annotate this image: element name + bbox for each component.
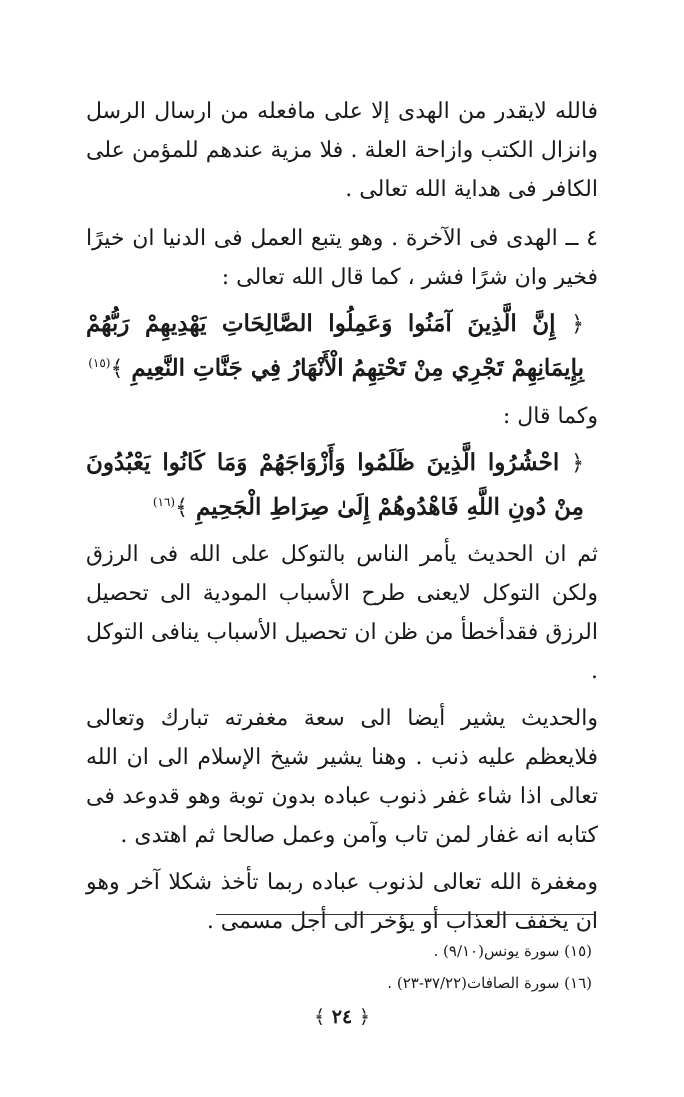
main-text xyxy=(86,92,598,949)
paragraph-5: والحديث يشير أيضا الى سعة مغفرته تبارك وتعالى فلايعظم عليه ذنب . وهنا يشير شيخ الإسلام الى ان الله تعالى اذا شاء غفر ذنوب عباده بدون توبة وهو قدوعد فى كتابه انه غفار لمن تاب وآمن وعمل صالحا ثم اهتدى . xyxy=(86,706,598,849)
paragraph-2: ٤ ــ الهدى فى الآخرة . وهو يتبع العمل فى الدنيا ان خيرًا فخير وان شرًا فشر ، كما قال الله تعالى : xyxy=(86,226,598,290)
verse-open-bracket: ﴿ xyxy=(571,450,584,476)
verse-open-bracket: ﴿ xyxy=(571,312,585,337)
footnote-15: (١٥) سورة يونس(٩/١٠) . xyxy=(433,942,592,960)
footnote-divider xyxy=(216,914,596,915)
footnotes xyxy=(84,935,592,999)
paragraph-3: وكما قال : xyxy=(502,403,598,429)
quran-verse-2 xyxy=(86,444,584,528)
paragraph-6: ومغفرة الله تعالى لذنوب عباده ربما تأخذ شكلا آخر وهو ان يخفف العذاب أو يؤخر الى أجل مسمى . xyxy=(86,870,598,935)
paragraph-1: فالله لايقدر من الهدى إلا على مافعله من ارسال الرسل وانزال الكتب وازاحة العلة . فلا مزية عندهم للمؤمن على الكافر فى هداية الله تعالى . xyxy=(86,99,598,202)
footnote-ref-16: (١٦) xyxy=(152,494,176,509)
verse-close-bracket: ﴾ xyxy=(110,356,124,382)
page-number-value: ٢٤ xyxy=(331,1006,353,1028)
page-number xyxy=(292,1006,392,1028)
page-ornament-right: ﴿ xyxy=(358,1006,370,1028)
verse-1-text: إِنَّ الَّذِينَ آمَنُوا وَعَمِلُوا الصَّالِحَاتِ يَهْدِيهِمْ رَبُّهُمْ بِإِيمَانِهِمْ تَجْرِي مِنْ تَحْتِهِمُ الْأَنْهَارُ فِي جَنَّاتِ النَّعِيمِ xyxy=(86,310,584,382)
verse-close-bracket: ﴾ xyxy=(175,495,188,521)
quran-verse-1 xyxy=(86,305,584,389)
paragraph-4: ثم ان الحديث يأمر الناس بالتوكل على الله فى الرزق ولكن التوكل لايعنى طرح الأسباب المودية الى تحصيل الرزق فقدأخطأ من ظن ان تحصيل الأسباب ينافى التوكل . xyxy=(86,542,598,685)
footnote-16: (١٦) سورة الصافات(٣٧/٢٢-٢٣) . xyxy=(387,974,592,992)
footnote-ref-15: (١٥) xyxy=(88,356,111,370)
verse-2-text: احْشُرُوا الَّذِينَ ظَلَمُوا وَأَزْوَاجَهُمْ وَمَا كَانُوا يَعْبُدُونَ مِنْ دُونِ اللَّهِ فَاهْدُوهُمْ إِلَىٰ صِرَاطِ الْجَحِيمِ xyxy=(86,448,584,521)
page-ornament-left: ﴾ xyxy=(314,1006,326,1028)
